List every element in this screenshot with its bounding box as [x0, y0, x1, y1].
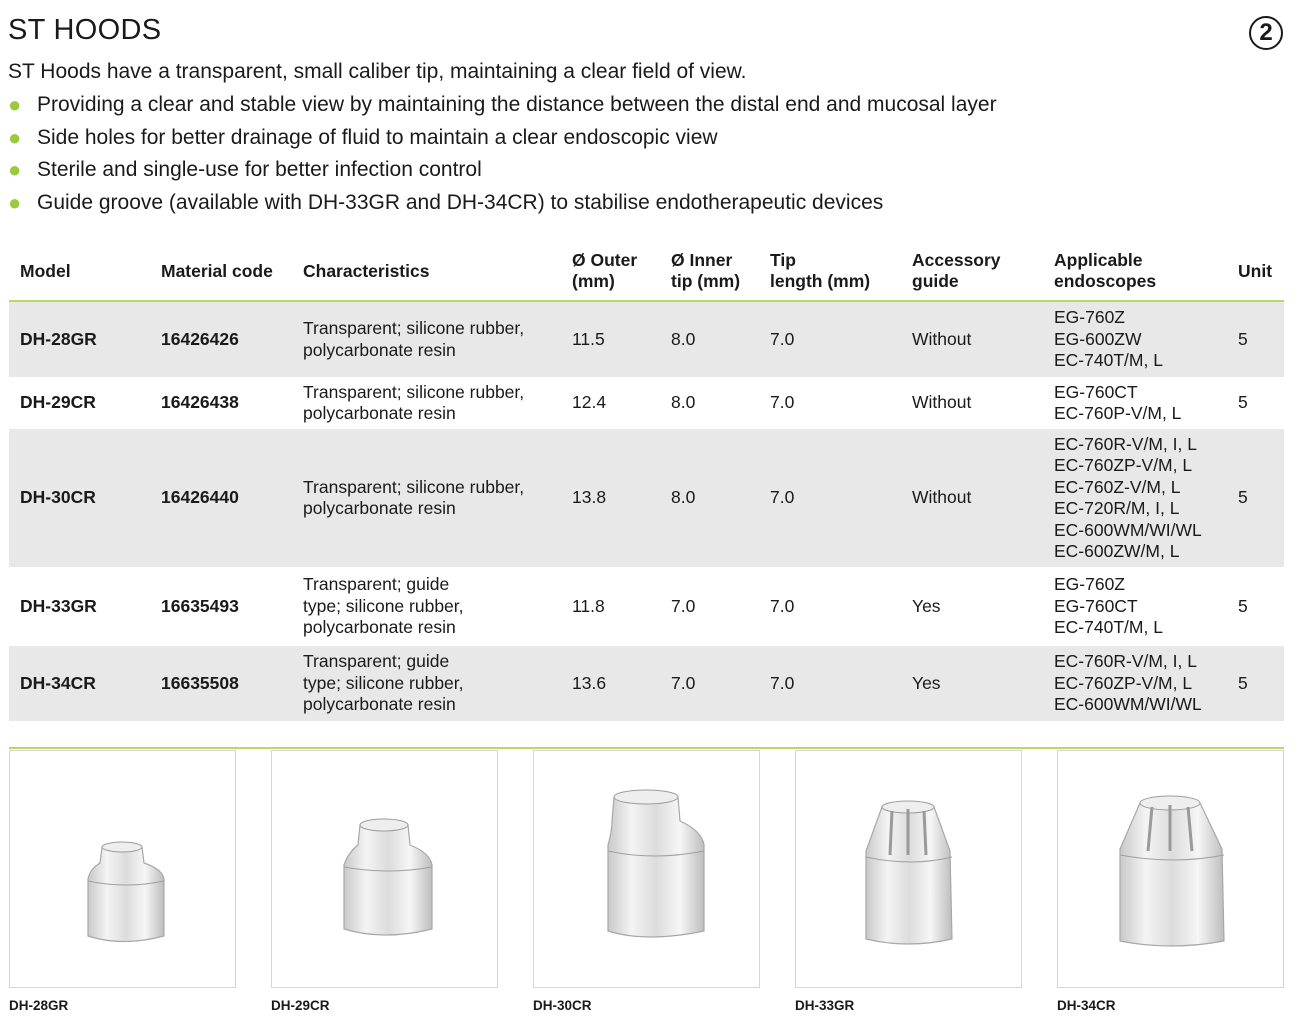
- table-header-row: [9, 242, 1284, 301]
- table-row: [9, 428, 1284, 568]
- table-row: [9, 645, 1284, 722]
- photo-caption: DH-29CR: [271, 998, 330, 1013]
- bullet-icon: ●: [8, 189, 22, 215]
- cell-accessory: Yes: [912, 595, 941, 616]
- hood-icon: [10, 751, 235, 987]
- cell-characteristics: Transparent; silicone rubber, polycarbonate resin: [303, 318, 525, 360]
- cell-material-code: 16426440: [161, 487, 239, 508]
- cell-model: DH-30CR: [20, 487, 96, 508]
- col-header-tip: Tip length (mm): [759, 242, 901, 301]
- photo-caption: DH-34CR: [1057, 998, 1116, 1013]
- col-header-model: Model: [9, 242, 150, 301]
- cell-endoscopes: EG-760CT EC-760P-V/M, L: [1054, 381, 1182, 423]
- photo-caption: DH-33GR: [795, 998, 855, 1013]
- cell-characteristics: Transparent; guide type; silicone rubber, polycarbonate resin: [303, 574, 464, 638]
- cell-material-code: 16635493: [161, 595, 239, 616]
- cell-outer: 11.8: [572, 595, 605, 616]
- cell-material-code: 16426426: [161, 328, 239, 349]
- cell-outer: 13.8: [572, 487, 607, 508]
- cell-tip: 7.0: [770, 672, 795, 693]
- cell-characteristics: Transparent; silicone rubber, polycarbonate resin: [303, 381, 525, 423]
- feature-item: ● Side holes for better drainage of fluid to maintain a clear endoscopic view: [8, 124, 997, 157]
- cell-tip: 7.0: [770, 595, 795, 616]
- cell-model: DH-29CR: [20, 392, 96, 413]
- hood-icon: [796, 751, 1021, 987]
- cell-outer: 11.5: [572, 328, 605, 349]
- table-row: [9, 378, 1284, 428]
- cell-unit: 5: [1238, 595, 1248, 616]
- col-header-outer: Ø Outer (mm): [561, 242, 660, 301]
- cell-endoscopes: EC-760R-V/M, I, L EC-760ZP-V/M, L EC-760Z-V/M, L EC-720R/M, I, L EC-600WM/WI/WL EC-600ZW/M, L: [1054, 433, 1202, 561]
- product-photo-dh-34cr: [1057, 750, 1284, 988]
- cell-unit: 5: [1238, 328, 1248, 349]
- col-header-inner: Ø Inner tip (mm): [660, 242, 759, 301]
- product-photo-dh-30cr: [533, 750, 760, 988]
- cell-model: DH-28GR: [20, 328, 97, 349]
- feature-item: ● Sterile and single-use for better infection control: [8, 156, 997, 189]
- col-header-material-code: Material code: [150, 242, 292, 301]
- page-number-badge: 2: [1249, 16, 1283, 50]
- cell-endoscopes: EG-760Z EG-760CT EC-740T/M, L: [1054, 574, 1163, 638]
- spec-table: [9, 242, 1284, 723]
- product-photo-dh-33gr: [795, 750, 1022, 988]
- cell-tip: 7.0: [770, 392, 795, 413]
- cell-tip: 7.0: [770, 328, 795, 349]
- intro-text: ST Hoods have a transparent, small caliber tip, maintaining a clear field of view.: [8, 60, 747, 83]
- col-header-accessory: Accessory guide: [901, 242, 1043, 301]
- cell-inner: 8.0: [671, 328, 696, 349]
- bullet-icon: ●: [8, 124, 22, 150]
- cell-material-code: 16635508: [161, 672, 239, 693]
- table-row: [9, 568, 1284, 645]
- cell-outer: 13.6: [572, 672, 607, 693]
- cell-inner: 7.0: [671, 672, 696, 693]
- cell-endoscopes: EG-760Z EG-600ZW EC-740T/M, L: [1054, 307, 1163, 371]
- table-row: [9, 301, 1284, 378]
- product-photo-dh-28gr: [9, 750, 236, 988]
- feature-item: ● Providing a clear and stable view by maintaining the distance between the distal end and mucosal layer: [8, 91, 997, 124]
- col-header-characteristics: Characteristics: [292, 242, 561, 301]
- bullet-icon: ●: [8, 157, 22, 183]
- cell-accessory: Without: [912, 328, 972, 349]
- cell-endoscopes: EC-760R-V/M, I, L EC-760ZP-V/M, L EC-600WM/WI/WL: [1054, 651, 1202, 715]
- photo-caption: DH-30CR: [533, 998, 592, 1013]
- cell-inner: 7.0: [671, 595, 696, 616]
- hood-icon: [534, 751, 759, 987]
- cell-unit: 5: [1238, 487, 1248, 508]
- feature-list: [8, 91, 997, 221]
- hood-icon: [1058, 751, 1283, 987]
- cell-unit: 5: [1238, 672, 1248, 693]
- cell-unit: 5: [1238, 392, 1248, 413]
- hood-icon: [272, 751, 497, 987]
- cell-material-code: 16426438: [161, 392, 239, 413]
- col-header-endoscopes: Applicable endoscopes: [1043, 242, 1227, 301]
- cell-inner: 8.0: [671, 392, 696, 413]
- cell-accessory: Without: [912, 392, 972, 413]
- section-divider: [9, 747, 1284, 749]
- page-title: ST HOODS: [8, 14, 162, 46]
- cell-inner: 8.0: [671, 487, 696, 508]
- cell-characteristics: Transparent; silicone rubber, polycarbonate resin: [303, 476, 525, 518]
- photo-caption: DH-28GR: [9, 998, 69, 1013]
- cell-model: DH-34CR: [20, 672, 96, 693]
- feature-item: ● Guide groove (available with DH-33GR and DH-34CR) to stabilise endotherapeutic devices: [8, 189, 997, 222]
- bullet-icon: ●: [8, 92, 22, 117]
- product-photo-dh-29cr: [271, 750, 498, 988]
- cell-outer: 12.4: [572, 392, 607, 413]
- cell-model: DH-33GR: [20, 595, 97, 616]
- cell-characteristics: Transparent; guide type; silicone rubber, polycarbonate resin: [303, 651, 464, 715]
- cell-accessory: Yes: [912, 672, 941, 693]
- cell-accessory: Without: [912, 487, 972, 508]
- cell-tip: 7.0: [770, 487, 795, 508]
- col-header-unit: Unit: [1227, 242, 1284, 301]
